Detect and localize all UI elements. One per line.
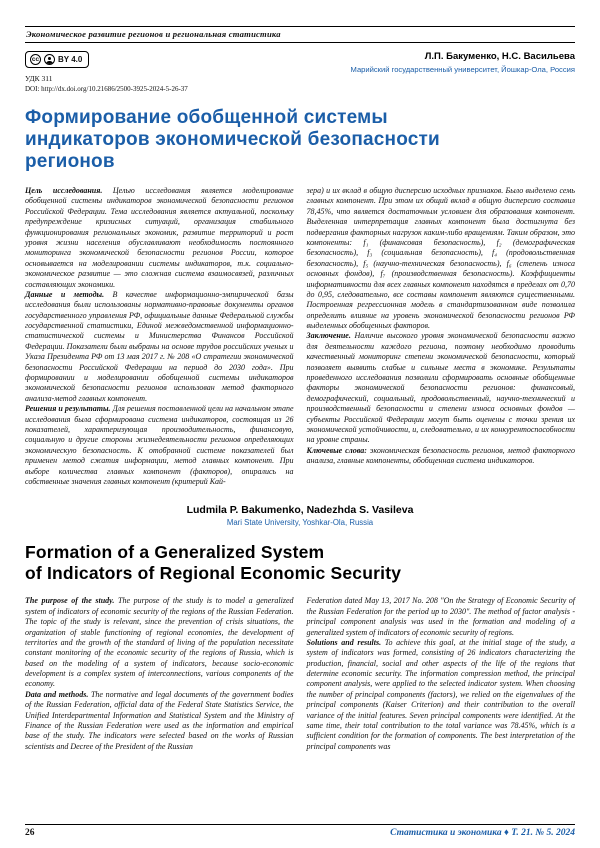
page-number: 26 <box>25 828 35 838</box>
paper-title-ru <box>25 107 575 173</box>
running-head-band <box>25 26 575 43</box>
authors-en-block <box>25 504 575 527</box>
keywords-text-ru: экономическая безопасность регионов, метод факторного анализа, главные компоненты, обобщенная система индикаторов. <box>306 445 575 466</box>
abstract-ru-column-2 <box>307 186 576 487</box>
meta-left-block <box>25 51 188 93</box>
abstract-en <box>25 596 575 752</box>
purpose-text-en: The purpose of the study is to model a generalized system of indicators of economic security of the regions of the Russian Federation. The topic of the study is relevant, since the prevention of crisis situations, the organization of stable functioning of regional economies, the development of territories and the growth of the standard of living of the population necessitate constant monitoring of the economic security of the regions of Russia, which is based on the modeling of a system of indicators, because socio-economic development is a complex system of interconnections, various components of the economy. <box>25 596 294 689</box>
purpose-paragraph-ru <box>25 186 294 290</box>
affiliation-en: Mari State University, Yoshkar-Ola, Russia <box>226 518 374 528</box>
keywords-paragraph-ru <box>307 446 576 467</box>
paper-title-en <box>25 542 575 583</box>
data-methods-text-en: The normative and legal documents of the government bodies of the Russian Federation, official data of the Federal State Statistics Service, the Unified Interdepartmental Information and Statistical System and the Ministry of Finance of the Russian Federation were used as the information and empirical base of the study. The indicators were selected based on the works of Russian scientists and Decree of the President of the Russian <box>25 689 294 751</box>
purpose-lead-ru: Цель исследования. <box>25 186 103 195</box>
data-methods-text-ru: В качестве информационно-эмпирической базы исследования были использованы нормативно-правовые документы органов государственного управления РФ, официальные данные Федеральной службы государственной статистики, Единой межведомственной информационно-статистической системы и Министерства Финансов Российской Федерации. Показатели были выбраны на основе трудов российских ученых и Указа Президента РФ от 13 мая 2017 г. № 208 «О стратегии экономической безопасности Российской Федерации на период до 2030 года». При формировании и моделировании обобщенной системы индикаторов экономической безопасности регионов использован метод факторного анализа-метод главных компонент. <box>25 289 294 403</box>
person-icon <box>44 54 55 65</box>
results-text-ru: Для решения поставленной цели на начальном этапе исследования была сформирована система индикаторов, состоящая из 26 показателей, характеризующая производительность, финансовую, социальную и другие стороны жизнедеятельности регионов определяющих экономическую безопасность. К отобранной системе показателей был применен метод сжатия информации, метод главных компонент. При выборе количества главных компонент (факторов), опирались на собственные значения главных компонент (критерий Кай- <box>25 404 294 486</box>
page-footer <box>25 824 575 838</box>
results-text-en: To achieve this goal, at the initial stage of the study, a system of indicators was formed, consisting of 26 indicators characterizing the production, financial, social and other aspects of the life of the regions that determine economic security. The information compression method, the principal component analysis, were applied to the selected indicator system. When choosing the number of principal components (factors), we relied on the eigenvalues of the principal components (Kaiser Criterion) and their contribution to the overall variance of the initial features. Seven principal components were identified. At the same time, their total contribution to the total variance was 78.45%, which is a sufficient condition for the formation of components. The best interpretation of the principal components was <box>306 637 576 751</box>
results-continued-paragraph-ru <box>307 186 576 331</box>
journal-footer-line: Статистика и экономика ♦ Т. 21. № 5. 2024 <box>390 828 575 838</box>
meta-row <box>25 51 575 93</box>
authors-en: Ludmila P. Bakumenko, Nadezhda S. Vasileva <box>186 504 414 517</box>
results-lead-en: Solutions and results. <box>306 637 382 647</box>
results-paragraph-ru <box>25 404 294 487</box>
paper-title-ru-line3: регионов <box>25 151 115 172</box>
conclusion-paragraph-ru <box>307 331 576 445</box>
paper-title-ru-line1: Формирование обобщенной системы <box>25 107 388 128</box>
cc-license-badge <box>25 51 89 68</box>
conclusion-text-ru: Наличие высокого уровня экономической безопасности важно для деятельности каждого региона, поэтому необходимо проводить качественный мониторинг степени экономической безопасности, который позволяет выявить слабые и сильные места в экономике. Результаты проведенного исследования позволили сформировать основные обобщенные факторы экономической безопасности регионов: финансовый, демографический, социальный, продовольственный, научно-технический и производственный безопасности и степени износа основных фондов — субъекты Российской Федерации могут быть оценены с точки зрения их экономической устойчивости, и, следовательно, и их конкурентоспособности на уровне страны. <box>306 331 576 445</box>
data-methods-paragraph-en <box>25 690 294 752</box>
purpose-text-ru: Целью исследования является моделирование обобщенной системы индикаторов экономической безопасности регионов Российской Федерации. Тема исследования является актуальной, поскольку предупреждение кризисных ситуаций, организация стабильного функционирования региональных экономик, развитие территорий и рост уровня жизни населения обуславливают необходимость постоянного мониторинга экономической безопасности регионов России, которое основывается на моделировании системы индикаторов, т.к. социально-экономическое развитие — это сложная система взаимосвязей, различных составляющих экономики. <box>25 186 294 289</box>
data-methods-lead-en: Data and methods. <box>25 689 89 699</box>
results-paragraph-en <box>307 638 576 752</box>
abstract-en-column-2 <box>307 596 576 752</box>
license-label: BY 4.0 <box>58 55 83 64</box>
abstract-ru <box>25 186 575 487</box>
keywords-lead-ru: Ключевые слова: <box>306 445 367 455</box>
results-continued-text-ru: зера) и их вклад в общую дисперсию исходных признаков. Было выделено семь главных компонент. При этом их общий вклад в общую дисперсию составил 78,45%, что является достаточным условием для образования компонент. Выделенная интерпретация главных компонент была достигнута без подвергания факторных нагрузок каким-либо вращениям. Таким образом, это компоненты: f₁ (финансовая безопасность), f₂ (демографическая безопасность), f₃ (социальная безопасность), f₄ (продовольственная безопасность), f₅ (научно-техническая безопасность), f₆ (степень износа основных фондов), f₇ (производственная безопасность). Коэффициенты информативности для всех главных компонент находятся в пределах от 0,70 до 0,95, следовательно, все составы компонент являются существенными. Построенная регрессионная модель в стандартизованном виде позволила определить влияние на уровень экономической безопасности регионов РФ выделенных обобщенных факторов. <box>306 186 575 331</box>
authors-ru: Л.П. Бакуменко, Н.С. Васильева <box>424 51 575 62</box>
running-head-title: Экономическое развитие регионов и региональная статистика <box>26 29 281 39</box>
purpose-paragraph-en <box>25 596 294 690</box>
abstract-ru-column-1 <box>25 186 294 487</box>
meta-right-block <box>351 51 575 93</box>
data-methods-continued-paragraph-en <box>307 596 576 638</box>
results-lead-ru: Решения и результаты. <box>25 404 111 414</box>
paper-title-en-line2: of Indicators of Regional Economic Security <box>25 562 402 583</box>
udk-code: УДК 311 <box>25 74 53 83</box>
paper-title-en-line1: Formation of a Generalized System <box>25 542 325 563</box>
cc-icon: cc <box>31 56 40 63</box>
abstract-en-column-1 <box>25 596 294 752</box>
paper-title-ru-line2: индикаторов экономической безопасности <box>25 129 440 150</box>
data-methods-lead-ru: Данные и методы. <box>25 289 105 299</box>
conclusion-lead-ru: Заключение. <box>306 331 351 341</box>
data-methods-continued-text-en: Federation dated May 13, 2017 No. 208 "On the Strategy of Economic Security of the Russian Federation for the period up to 2030". The method of factor analysis - principal component analysis was used in the formation and modeling of a generalized system of indicators of economic security of regions. <box>306 596 575 637</box>
data-methods-paragraph-ru <box>25 290 294 404</box>
purpose-lead-en: The purpose of the study. <box>25 596 115 606</box>
doi-text: DOI: http://dx.doi.org/10.21686/2500-3925-2024-5-26-37 <box>25 85 188 93</box>
affiliation-ru: Марийский государственный университет, Йошкар-Ола, Россия <box>350 65 575 74</box>
